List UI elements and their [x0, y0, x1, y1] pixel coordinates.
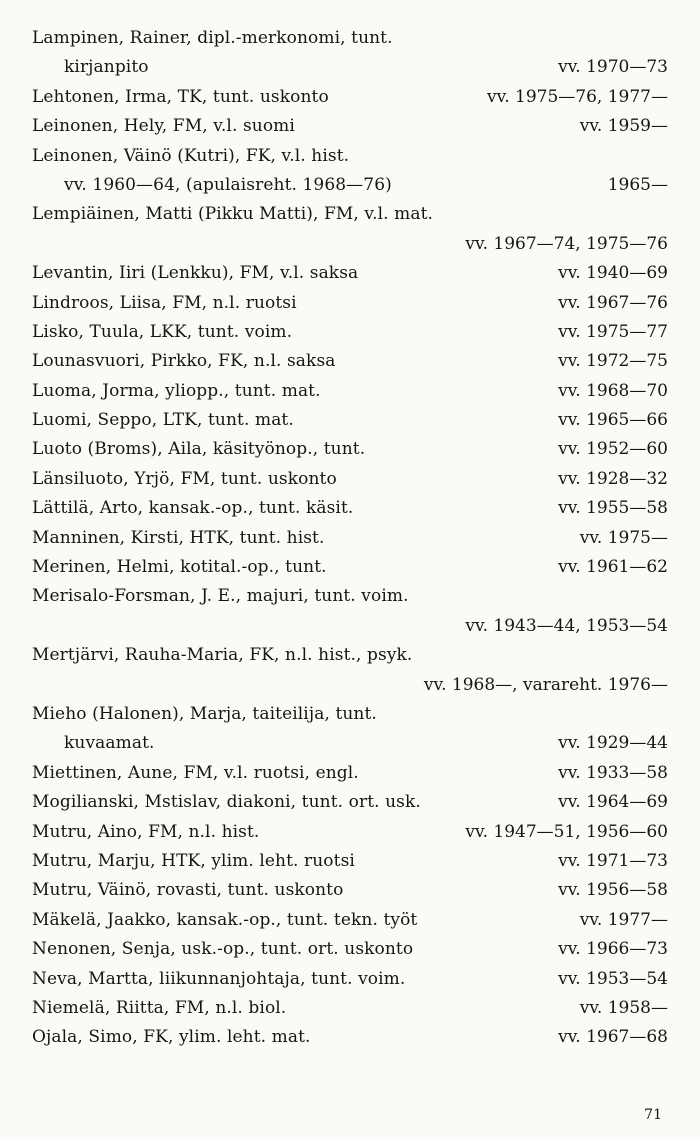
entry-line	[32, 112, 668, 141]
entry-years: vv. 1947—51, 1956—60	[465, 821, 668, 842]
entry-years: vv. 1959—	[579, 116, 668, 137]
staff-entry	[32, 406, 668, 435]
entry-years: vv. 1975—77	[558, 321, 668, 342]
staff-entry	[32, 24, 668, 83]
staff-entry	[32, 788, 668, 817]
entry-text: Mutru, Aino, FM, n.l. hist.	[32, 821, 260, 842]
staff-entry	[32, 700, 668, 759]
entry-continuation-line	[32, 53, 668, 82]
entry-text: Manninen, Kirsti, HTK, tunt. hist.	[32, 527, 325, 548]
entry-line	[32, 876, 668, 905]
entry-years: vv. 1968—, varareht. 1976—	[423, 674, 668, 695]
entry-line	[32, 377, 668, 406]
staff-entry	[32, 494, 668, 523]
entry-text: Merinen, Helmi, kotital.-op., tunt.	[32, 557, 327, 578]
entry-years: vv. 1929—44	[558, 733, 668, 754]
entry-line	[32, 788, 668, 817]
staff-entry	[32, 641, 668, 700]
staff-entry	[32, 759, 668, 788]
staff-entry	[32, 876, 668, 905]
entry-line	[32, 142, 668, 171]
entry-line	[32, 524, 668, 553]
staff-entry	[32, 818, 668, 847]
entry-continuation-line	[32, 230, 668, 259]
entry-line	[32, 259, 668, 288]
entry-years: vv. 1972—75	[558, 351, 668, 372]
entry-text: Lehtonen, Irma, TK, tunt. uskonto	[32, 86, 329, 107]
staff-entry	[32, 112, 668, 141]
entry-text: Mutru, Marju, HTK, ylim. leht. ruotsi	[32, 850, 355, 871]
entry-line	[32, 406, 668, 435]
entry-years: vv. 1967—68	[558, 1027, 668, 1048]
entry-text: Ojala, Simo, FK, ylim. leht. mat.	[32, 1027, 311, 1048]
entry-years: vv. 1952—60	[558, 439, 668, 460]
staff-entry	[32, 935, 668, 964]
entry-line	[32, 847, 668, 876]
entry-line	[32, 582, 668, 611]
entry-years: vv. 1968—70	[558, 380, 668, 401]
staff-entry	[32, 553, 668, 582]
entry-line	[32, 1023, 668, 1052]
entry-text: Mertjärvi, Rauha-Maria, FK, n.l. hist., psyk.	[32, 645, 413, 666]
staff-entry	[32, 994, 668, 1023]
entry-text: Nenonen, Senja, usk.-op., tunt. ort. uskonto	[32, 939, 414, 960]
entry-text: Mäkelä, Jaakko, kansak.-op., tunt. tekn. työt	[32, 909, 418, 930]
entry-text: vv. 1960—64, (apulaisreht. 1968—76)	[64, 174, 392, 195]
entry-text: Leinonen, Väinö (Kutri), FK, v.l. hist.	[32, 145, 350, 166]
entry-text: Lättilä, Arto, kansak.-op., tunt. käsit.	[32, 498, 354, 519]
staff-entry	[32, 289, 668, 318]
entry-text: Levantin, Iiri (Lenkku), FM, v.l. saksa	[32, 263, 359, 284]
entry-years: 1965—	[607, 174, 668, 195]
entry-text: Miettinen, Aune, FM, v.l. ruotsi, engl.	[32, 762, 359, 783]
entry-text: Luomi, Seppo, LTK, tunt. mat.	[32, 410, 294, 431]
entry-years: vv. 1958—	[579, 997, 668, 1018]
entry-text: Mogilianski, Mstislav, diakoni, tunt. ort. usk.	[32, 792, 421, 813]
entry-line	[32, 994, 668, 1023]
entry-years: vv. 1940—69	[558, 263, 668, 284]
entry-line	[32, 935, 668, 964]
entry-text: Leinonen, Hely, FM, v.l. suomi	[32, 116, 295, 137]
entry-line	[32, 200, 668, 229]
entry-text: Mieho (Halonen), Marja, taiteilija, tunt.	[32, 703, 377, 724]
entry-line	[32, 700, 668, 729]
entry-line	[32, 347, 668, 376]
entry-text: Lounasvuori, Pirkko, FK, n.l. saksa	[32, 351, 336, 372]
entry-text: Lempiäinen, Matti (Pikku Matti), FM, v.l. mat.	[32, 204, 434, 225]
page-number: 71	[644, 1107, 662, 1123]
staff-entry	[32, 847, 668, 876]
entry-line	[32, 289, 668, 318]
entry-years: vv. 1966—73	[558, 939, 668, 960]
entry-text: Lindroos, Liisa, FM, n.l. ruotsi	[32, 292, 297, 313]
entry-line	[32, 318, 668, 347]
entry-text: Merisalo-Forsman, J. E., majuri, tunt. voim.	[32, 586, 409, 607]
entry-text: Niemelä, Riitta, FM, n.l. biol.	[32, 997, 287, 1018]
entry-line	[32, 965, 668, 994]
entry-text: kirjanpito	[64, 57, 149, 78]
entry-years: vv. 1953—54	[558, 968, 668, 989]
entry-line	[32, 24, 668, 53]
entry-years: vv. 1975—	[579, 527, 668, 548]
entry-continuation-line	[32, 612, 668, 641]
entry-text: Luoma, Jorma, yliopp., tunt. mat.	[32, 380, 321, 401]
entry-text: Lampinen, Rainer, dipl.-merkonomi, tunt.	[32, 28, 393, 48]
entry-years: vv. 1977—	[579, 909, 668, 930]
entry-text: Mutru, Väinö, rovasti, tunt. uskonto	[32, 880, 344, 901]
entry-text: Neva, Martta, liikunnanjohtaja, tunt. voim.	[32, 968, 406, 989]
entry-line	[32, 494, 668, 523]
entry-years: vv. 1967—76	[558, 292, 668, 313]
staff-entry	[32, 142, 668, 201]
entry-years: vv. 1933—58	[558, 762, 668, 783]
staff-entry	[32, 465, 668, 494]
staff-entry	[32, 906, 668, 935]
staff-entry	[32, 435, 668, 464]
staff-entry	[32, 200, 668, 259]
staff-entry	[32, 347, 668, 376]
staff-entry	[32, 1023, 668, 1052]
entry-line	[32, 83, 668, 112]
entry-text: Luoto (Broms), Aila, käsityönop., tunt.	[32, 439, 366, 460]
staff-entry	[32, 259, 668, 288]
entry-continuation-line	[32, 171, 668, 200]
entry-line	[32, 641, 668, 670]
entry-years: vv. 1970—73	[558, 57, 668, 78]
staff-entry	[32, 318, 668, 347]
entry-years: vv. 1971—73	[558, 850, 668, 871]
entry-years: vv. 1975—76, 1977—	[487, 86, 668, 107]
entry-years: vv. 1955—58	[558, 498, 668, 519]
entry-line	[32, 759, 668, 788]
staff-list	[32, 24, 668, 1053]
entry-text: Lisko, Tuula, LKK, tunt. voim.	[32, 321, 293, 342]
staff-entry	[32, 965, 668, 994]
entry-years: vv. 1965—66	[558, 410, 668, 431]
entry-line	[32, 435, 668, 464]
staff-entry	[32, 377, 668, 406]
entry-years: vv. 1928—32	[558, 468, 668, 489]
entry-continuation-line	[32, 729, 668, 758]
entry-years: vv. 1964—69	[558, 792, 668, 813]
entry-continuation-line	[32, 671, 668, 700]
entry-text: kuvaamat.	[64, 733, 155, 754]
staff-entry	[32, 83, 668, 112]
entry-line	[32, 818, 668, 847]
entry-line	[32, 553, 668, 582]
staff-entry	[32, 582, 668, 641]
entry-years: vv. 1967—74, 1975—76	[465, 233, 668, 254]
staff-entry	[32, 524, 668, 553]
entry-years: vv. 1943—44, 1953—54	[465, 615, 668, 636]
entry-years: vv. 1956—58	[558, 880, 668, 901]
entry-text: Länsiluoto, Yrjö, FM, tunt. uskonto	[32, 468, 337, 489]
entry-line	[32, 465, 668, 494]
entry-line	[32, 906, 668, 935]
entry-years: vv. 1961—62	[558, 557, 668, 578]
